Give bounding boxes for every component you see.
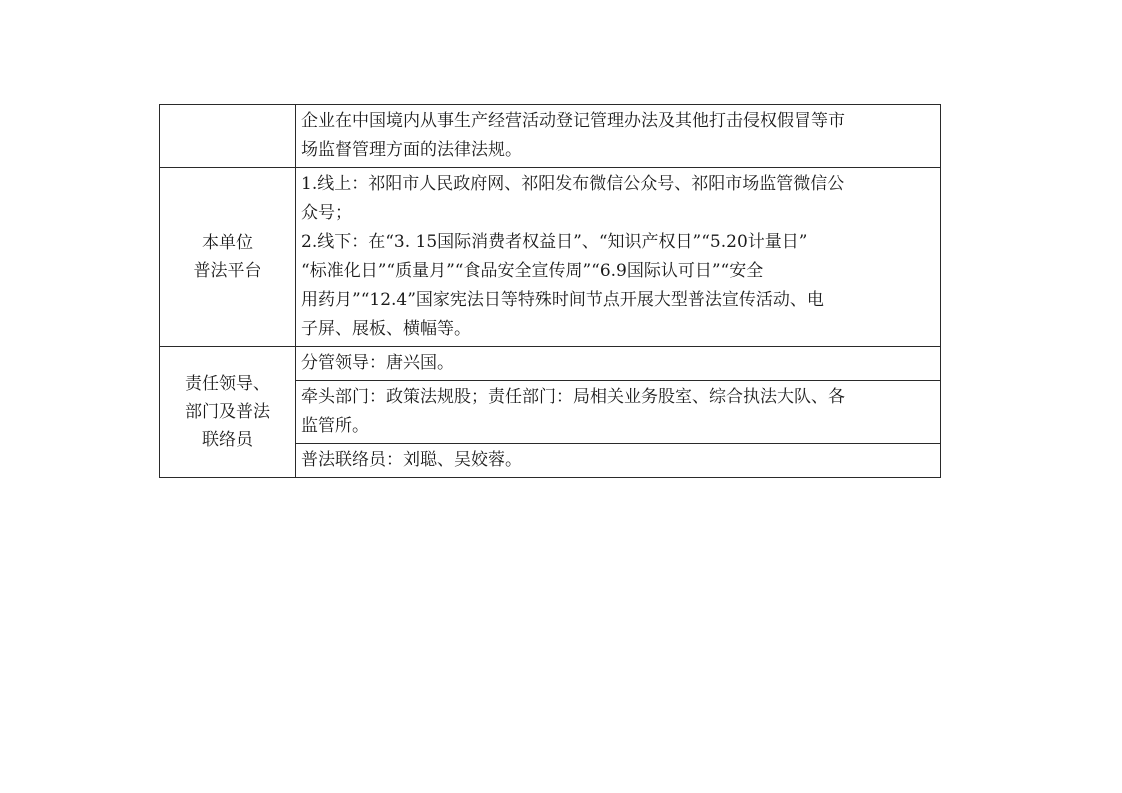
table-row-leader — [160, 347, 941, 381]
law-publicity-table — [159, 104, 941, 478]
leader-text: 分管领导：唐兴国。 — [301, 353, 454, 373]
department-text-line: 监管所。 — [301, 416, 369, 436]
responsibility-label-line: 责任领导、 — [185, 374, 270, 394]
platform-text-line: 用药月”“12.4”国家宪法日等特殊时间节点开展大型普法宣传活动、电 — [301, 290, 824, 310]
liaison-text: 普法联络员：刘聪、吴姣蓉。 — [301, 450, 522, 470]
platform-label-cell — [160, 168, 296, 347]
platform-label-line: 普法平台 — [193, 261, 262, 281]
laws-text-line: 企业在中国境内从事生产经营活动登记管理办法及其他打击侵权假冒等市 — [301, 111, 845, 131]
platform-text-line: 2.线下：在“3. 15国际消费者权益日”、“知识产权日”“5.20计量日” — [301, 232, 808, 252]
platform-text-line: “标准化日”“质量月”“食品安全宣传周”“6.9国际认可日”“安全 — [301, 261, 764, 281]
table-row-platform — [160, 168, 941, 347]
responsibility-label-cell — [160, 347, 296, 478]
department-text-line: 牵头部门：政策法规股；责任部门：局相关业务股室、综合执法大队、各 — [301, 387, 845, 407]
liaison-content-cell — [296, 444, 941, 478]
laws-text-line: 场监督管理方面的法律法规。 — [301, 140, 522, 160]
responsibility-label-line: 联络员 — [202, 430, 253, 450]
table-row-laws — [160, 105, 941, 168]
platform-label-line: 本单位 — [202, 233, 253, 253]
platform-text-line: 1.线上：祁阳市人民政府网、祁阳发布微信公众号、祁阳市场监管微信公 — [301, 174, 845, 194]
platform-text-line: 子屏、展板、横幅等。 — [301, 319, 471, 339]
laws-content-cell — [296, 105, 941, 168]
leader-content-cell — [296, 347, 941, 381]
responsibility-label-line: 部门及普法 — [185, 402, 270, 422]
label-cell-empty — [160, 105, 296, 168]
platform-text-line: 众号； — [301, 203, 352, 223]
platform-content-cell — [296, 168, 941, 347]
department-content-cell — [296, 381, 941, 444]
